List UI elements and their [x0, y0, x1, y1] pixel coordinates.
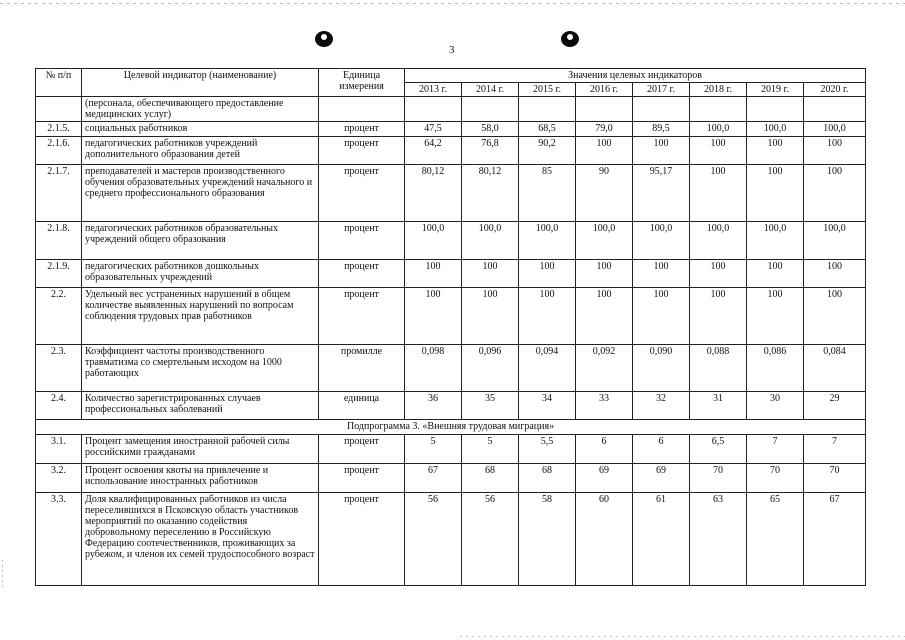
unit-cell — [319, 97, 405, 122]
value-cell: 100 — [633, 137, 690, 165]
table-row — [36, 260, 866, 288]
value-cell: 7 — [747, 435, 804, 464]
value-cell: 0,084 — [804, 345, 866, 392]
table-row — [36, 137, 866, 165]
value-cell: 100 — [804, 137, 866, 165]
value-cell: 63 — [690, 493, 747, 586]
indicator-name: Процент освоения квоты на привлечение и использование иностранных работников — [82, 464, 319, 493]
value-cell: 80,12 — [405, 165, 462, 222]
indicator-name: педагогических работников образовательных учреждений общего образования — [82, 222, 319, 260]
value-cell: 85 — [519, 165, 576, 222]
value-cell: 100 — [519, 288, 576, 345]
header-num: № п/п — [36, 69, 82, 97]
unit-cell: процент — [319, 288, 405, 345]
value-cell: 61 — [633, 493, 690, 586]
scan-artifact-top — [0, 3, 905, 4]
table-body — [36, 97, 866, 586]
value-cell: 58,0 — [462, 122, 519, 137]
value-cell: 34 — [519, 392, 576, 420]
value-cell: 100 — [576, 288, 633, 345]
indicator-name: педагогических работников учреждений дополнительного образования детей — [82, 137, 319, 165]
value-cell: 6 — [576, 435, 633, 464]
row-number: 2.2. — [36, 288, 82, 345]
value-cell — [633, 97, 690, 122]
value-cell: 100 — [405, 288, 462, 345]
header-unit: Единица измерения — [319, 69, 405, 97]
value-cell: 29 — [804, 392, 866, 420]
value-cell: 60 — [576, 493, 633, 586]
value-cell: 100,0 — [633, 222, 690, 260]
header-name: Целевой индикатор (наименование) — [82, 69, 319, 97]
value-cell: 33 — [576, 392, 633, 420]
subprogram-row — [36, 420, 866, 435]
value-cell: 56 — [405, 493, 462, 586]
table-row — [36, 435, 866, 464]
value-cell: 90,2 — [519, 137, 576, 165]
header-year: 2017 г. — [633, 83, 690, 97]
value-cell: 90 — [576, 165, 633, 222]
indicator-name: Доля квалифицированных работников из числа переселившихся в Псковскую область участников мероприятий по оказанию содействия добровольному переселению в Российскую Федерацию соотечественников, проживающих за рубежом, и членов их семей трудоспособного возраст — [82, 493, 319, 586]
table-header-row — [36, 69, 866, 83]
value-cell: 56 — [462, 493, 519, 586]
value-cell: 79,0 — [576, 122, 633, 137]
header-year: 2013 г. — [405, 83, 462, 97]
value-cell: 100 — [747, 288, 804, 345]
value-cell: 100 — [462, 288, 519, 345]
value-cell — [405, 97, 462, 122]
value-cell: 100 — [405, 260, 462, 288]
table-row — [36, 165, 866, 222]
value-cell: 100 — [690, 288, 747, 345]
unit-cell: процент — [319, 165, 405, 222]
value-cell: 5 — [462, 435, 519, 464]
value-cell: 65 — [747, 493, 804, 586]
row-number: 3.1. — [36, 435, 82, 464]
value-cell: 0,092 — [576, 345, 633, 392]
value-cell: 100,0 — [405, 222, 462, 260]
value-cell: 70 — [690, 464, 747, 493]
value-cell: 100 — [576, 137, 633, 165]
table-row — [36, 97, 866, 122]
value-cell: 58 — [519, 493, 576, 586]
unit-cell: процент — [319, 464, 405, 493]
indicator-name: Количество зарегистрированных случаев профессиональных заболеваний — [82, 392, 319, 420]
value-cell: 0,088 — [690, 345, 747, 392]
value-cell: 0,090 — [633, 345, 690, 392]
row-number — [36, 97, 82, 122]
row-number: 2.1.6. — [36, 137, 82, 165]
table-row — [36, 345, 866, 392]
value-cell: 100 — [747, 137, 804, 165]
header-year: 2014 г. — [462, 83, 519, 97]
value-cell: 7 — [804, 435, 866, 464]
indicator-name: Процент замещения иностранной рабочей силы российскими гражданами — [82, 435, 319, 464]
header-year: 2015 г. — [519, 83, 576, 97]
value-cell: 68 — [462, 464, 519, 493]
value-cell: 100 — [747, 260, 804, 288]
value-cell: 95,17 — [633, 165, 690, 222]
value-cell: 100 — [804, 165, 866, 222]
table-row — [36, 493, 866, 586]
indicator-name: преподавателей и мастеров производственного обучения образовательных учреждений начального и среднего профессионального образования — [82, 165, 319, 222]
unit-cell: процент — [319, 435, 405, 464]
value-cell: 36 — [405, 392, 462, 420]
value-cell: 64,2 — [405, 137, 462, 165]
header-year: 2016 г. — [576, 83, 633, 97]
unit-cell: промилле — [319, 345, 405, 392]
value-cell: 100,0 — [804, 222, 866, 260]
value-cell — [804, 97, 866, 122]
row-number: 2.1.8. — [36, 222, 82, 260]
row-number: 3.3. — [36, 493, 82, 586]
value-cell: 100 — [747, 165, 804, 222]
value-cell: 6,5 — [690, 435, 747, 464]
value-cell: 100 — [804, 288, 866, 345]
value-cell: 6 — [633, 435, 690, 464]
indicator-name: педагогических работников дошкольных образовательных учреждений — [82, 260, 319, 288]
value-cell: 100,0 — [804, 122, 866, 137]
value-cell: 0,094 — [519, 345, 576, 392]
value-cell: 100 — [633, 288, 690, 345]
indicator-name: социальных работников — [82, 122, 319, 137]
value-cell: 80,12 — [462, 165, 519, 222]
table-row — [36, 222, 866, 260]
value-cell: 100 — [804, 260, 866, 288]
punch-hole-right — [561, 31, 579, 47]
header-year: 2018 г. — [690, 83, 747, 97]
value-cell: 100,0 — [690, 122, 747, 137]
header-values-group: Значения целевых индикаторов — [405, 69, 866, 83]
value-cell: 100 — [690, 137, 747, 165]
value-cell: 32 — [633, 392, 690, 420]
value-cell: 76,8 — [462, 137, 519, 165]
value-cell: 5,5 — [519, 435, 576, 464]
value-cell: 100,0 — [747, 122, 804, 137]
value-cell — [576, 97, 633, 122]
value-cell: 31 — [690, 392, 747, 420]
unit-cell: процент — [319, 222, 405, 260]
header-year: 2020 г. — [804, 83, 866, 97]
value-cell: 69 — [633, 464, 690, 493]
value-cell — [690, 97, 747, 122]
indicator-name: (персонала, обеспечивающего предоставление медицинских услуг) — [82, 97, 319, 122]
row-number: 2.1.5. — [36, 122, 82, 137]
value-cell: 70 — [804, 464, 866, 493]
value-cell: 100,0 — [747, 222, 804, 260]
indicator-name: Коэффициент частоты производственного травматизма со смертельным исходом на 1000 работающих — [82, 345, 319, 392]
row-number: 2.1.7. — [36, 165, 82, 222]
scan-artifact-bottom — [460, 636, 905, 637]
value-cell: 68 — [519, 464, 576, 493]
value-cell: 100 — [519, 260, 576, 288]
value-cell: 100 — [690, 260, 747, 288]
value-cell: 89,5 — [633, 122, 690, 137]
unit-cell: процент — [319, 493, 405, 586]
value-cell: 0,086 — [747, 345, 804, 392]
unit-cell: процент — [319, 137, 405, 165]
unit-cell: процент — [319, 122, 405, 137]
value-cell: 100,0 — [462, 222, 519, 260]
value-cell: 100,0 — [576, 222, 633, 260]
table-row — [36, 288, 866, 345]
value-cell: 70 — [747, 464, 804, 493]
value-cell: 69 — [576, 464, 633, 493]
indicator-name: Удельный вес устраненных нарушений в общем количестве выявленных нарушений по вопросам соблюдения трудовых прав работников — [82, 288, 319, 345]
table-row — [36, 392, 866, 420]
row-number: 2.3. — [36, 345, 82, 392]
value-cell: 100,0 — [690, 222, 747, 260]
value-cell: 100 — [576, 260, 633, 288]
value-cell: 30 — [747, 392, 804, 420]
value-cell: 67 — [804, 493, 866, 586]
row-number: 2.1.9. — [36, 260, 82, 288]
value-cell: 100 — [690, 165, 747, 222]
value-cell: 0,098 — [405, 345, 462, 392]
value-cell — [747, 97, 804, 122]
page-number: 3 — [449, 44, 455, 56]
table-row — [36, 464, 866, 493]
value-cell: 5 — [405, 435, 462, 464]
value-cell: 100 — [462, 260, 519, 288]
header-year: 2019 г. — [747, 83, 804, 97]
value-cell: 67 — [405, 464, 462, 493]
table-row — [36, 122, 866, 137]
value-cell: 0,096 — [462, 345, 519, 392]
subprogram-title: Подпрограмма 3. «Внешняя трудовая миграция» — [36, 420, 866, 435]
value-cell: 68,5 — [519, 122, 576, 137]
scan-artifact-left — [2, 560, 3, 590]
value-cell: 47,5 — [405, 122, 462, 137]
row-number: 3.2. — [36, 464, 82, 493]
unit-cell: процент — [319, 260, 405, 288]
punch-hole-left — [315, 31, 333, 47]
unit-cell: единица — [319, 392, 405, 420]
indicators-table — [35, 68, 866, 586]
value-cell: 100 — [633, 260, 690, 288]
row-number: 2.4. — [36, 392, 82, 420]
value-cell — [462, 97, 519, 122]
value-cell: 100,0 — [519, 222, 576, 260]
value-cell: 35 — [462, 392, 519, 420]
value-cell — [519, 97, 576, 122]
